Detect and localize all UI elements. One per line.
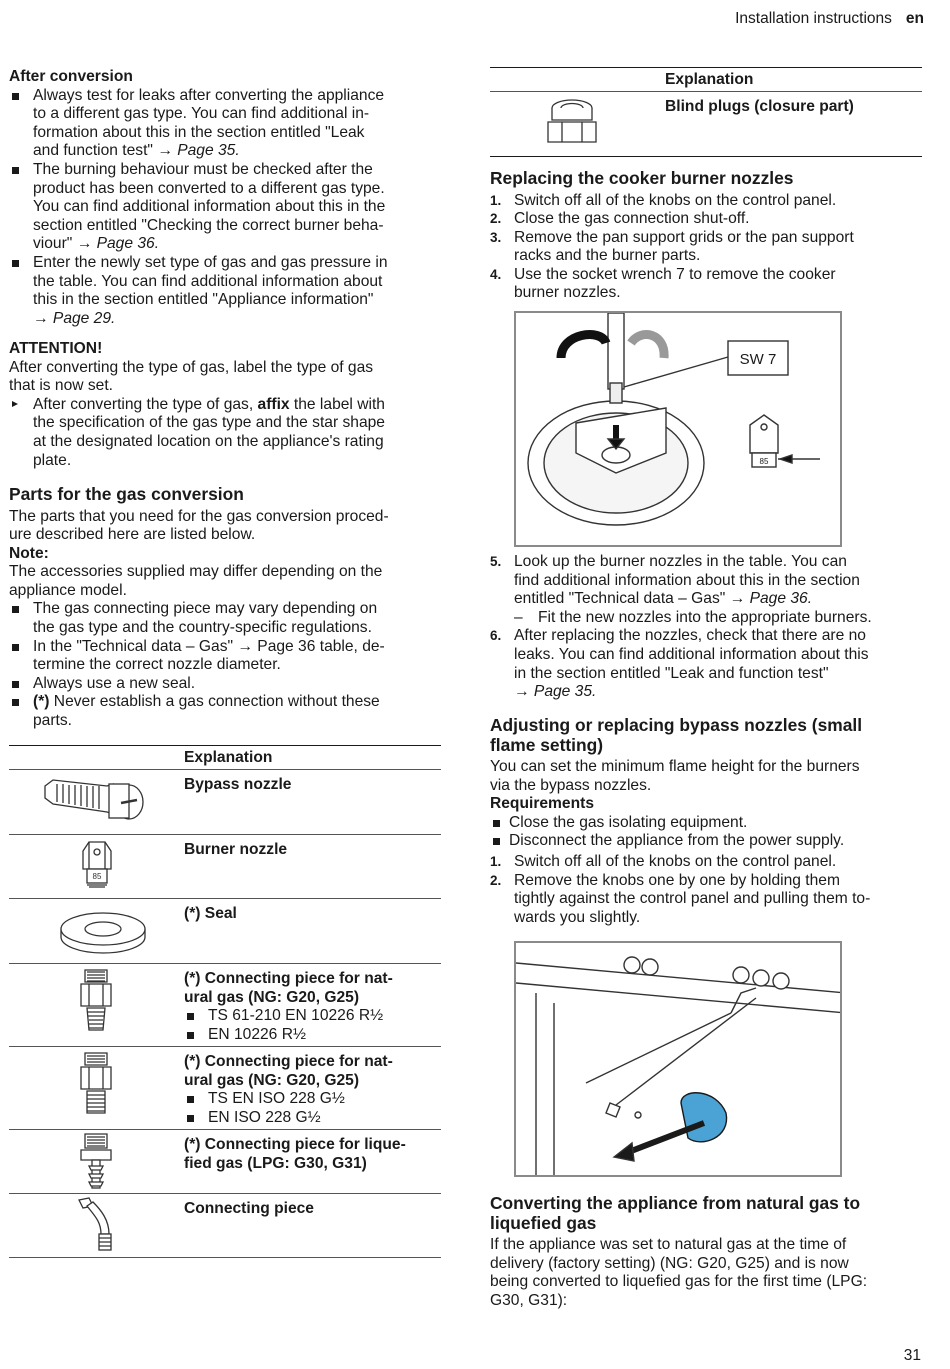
list-item: Always test for leaks after converting the appliance to a different gas type. You can find additional in- formation about this in the section entitled "Leak and function test" → Page 35.: [9, 87, 441, 161]
attention-label: ATTENTION!: [9, 340, 103, 357]
burner-nozzle-icon: [9, 835, 184, 898]
wrench-size-label: SW 7: [739, 351, 777, 368]
knob-removal-illustration: [516, 943, 840, 1175]
replacing-section: [490, 169, 922, 303]
socket-wrench-illustration: [516, 313, 840, 545]
replacing-steps-2: [490, 553, 922, 702]
attention-action-list: [9, 396, 441, 470]
spec-list: [184, 1007, 441, 1044]
connecting-piece-elbow-icon: [9, 1194, 184, 1257]
page-reference-link[interactable]: → Page 29.: [33, 309, 116, 327]
header-section: Installation instructions: [735, 10, 892, 27]
part-name: Burner nozzle: [184, 841, 288, 858]
table-row: [9, 899, 441, 964]
svg-text:85: 85: [759, 457, 769, 466]
connecting-piece-ng-icon: [9, 964, 184, 1046]
substep: – Fit the new nozzles into the appropriate burners.: [514, 609, 922, 628]
bypass-steps: [490, 853, 922, 927]
list-item: TS EN ISO 228 G½: [184, 1090, 441, 1109]
after-conversion-list: [9, 87, 441, 329]
list-item: 1. Switch off all of the knobs on the control panel.: [490, 852, 837, 870]
knob-removal-figure: [514, 941, 842, 1177]
blind-plug-icon: [490, 92, 665, 156]
table-row: [490, 92, 922, 157]
part-name: (*) Seal: [184, 905, 237, 922]
table-row: [9, 1047, 441, 1130]
converting-section: Converting the appliance from natural gas to liquefied gas If the appliance was set to natural gas at the time of delivery (factory setting) (NG: G20, G25) and is now being converted to liquefied gas for the first time (LPG: G30, G31):: [490, 1194, 922, 1310]
seal-ring-icon: [9, 899, 184, 963]
list-item: TS 61-210 EN 10226 R½: [184, 1007, 441, 1026]
parts-heading: Parts for the gas conversion: [9, 484, 244, 504]
table-row: [9, 835, 441, 899]
list-item: After converting the type of gas, affix the label with the specification of the gas type and the star shape at the designated location on the appliance's rating plate.: [9, 396, 441, 470]
table-header: Explanation: [490, 68, 922, 92]
list-item: Enter the newly set type of gas and gas pressure in the table. You can find additional information about this in the section entitled "Appliance information" → Page 29.: [9, 254, 441, 328]
spec-list: [184, 1090, 441, 1127]
connecting-piece-ng-g-icon: [9, 1047, 184, 1129]
bypass-section: Adjusting or replacing bypass nozzles (small flame setting) You can set the minimum flame height for the burners via the bypass nozzles. Requirements Close the gas isolating equipment. Disconnect the appliance from the power supply. 1. Switch off all of the knobs on the control panel. 2. Remove the knobs one by one by holding them tightly against the control panel and pulling them to- wards you slightly.: [490, 716, 922, 927]
list-item: The burning behaviour must be checked after the product has been converted to a different gas type. You can find additional information about this in the section entitled "Checking the correct burner beha- viour" → Page 36.: [9, 161, 441, 254]
list-item: EN 10226 R½: [184, 1026, 441, 1045]
replacing-heading: Replacing the cooker burner nozzles: [490, 168, 794, 188]
list-item: 2. Close the gas connection shut-off.: [490, 210, 750, 228]
converting-heading: Converting the appliance from natural gas to liquefied gas: [490, 1193, 861, 1233]
list-item: 4. Use the socket wrench 7 to remove the cooker burner nozzles.: [490, 265, 836, 302]
replacing-steps-continued: [490, 553, 922, 702]
table-header: Explanation: [9, 746, 441, 770]
list-item: 5. Look up the burner nozzles in the table. You can find additional information about this in the section entitled "Technical data – Gas" → Page 36. – Fit the new nozzles into the appropriate burners.: [490, 553, 922, 627]
header-language: en: [905, 10, 924, 27]
replacing-steps: [490, 192, 922, 304]
attention-block: ATTENTION! After converting the type of gas, label the type of gas that is now set. After converting the type of gas, affix the label with the specification of the gas type and the star shape at the designated location on the appliance's rating plate.: [9, 340, 441, 470]
bypass-heading: Adjusting or replacing bypass nozzles (small flame setting): [490, 715, 863, 755]
part-name: (*) Connecting piece for lique- fied gas (LPG: G30, G31): [184, 1136, 406, 1172]
after-conversion-heading: After conversion: [9, 68, 133, 85]
table-row: [9, 1130, 441, 1194]
page-reference-link[interactable]: → Page 36.: [76, 235, 160, 253]
list-item: Close the gas isolating equipment.: [490, 814, 922, 833]
list-item: The gas connecting piece may vary depending on the gas type and the country-specific regulations.: [9, 600, 441, 637]
requirements-label: Requirements: [490, 795, 594, 813]
list-item: 6. After replacing the nozzles, check that there are no leaks. You can find additional information about this in the section entitled "Leak and function test" → Page 35.: [490, 627, 922, 701]
note-label: Note:: [9, 544, 49, 562]
part-name: Bypass nozzle: [184, 776, 292, 793]
part-name: (*) Connecting piece for nat- ural gas (NG: G20, G25): [184, 1053, 393, 1089]
connecting-piece-lpg-icon: [9, 1130, 184, 1193]
table-row: [9, 1194, 441, 1258]
note-list: [9, 600, 441, 730]
part-name: (*) Connecting piece for nat- ural gas (NG: G20, G25): [184, 970, 393, 1006]
list-item: 3. Remove the pan support grids or the pan support racks and the burner parts.: [490, 228, 854, 265]
table-row: [9, 964, 441, 1047]
list-item: Always use a new seal.: [9, 675, 441, 694]
blind-plug-table: [490, 67, 922, 157]
page-header: [735, 10, 924, 29]
list-item: EN ISO 228 G½: [184, 1109, 441, 1128]
parts-section: Parts for the gas conversion The parts that you need for the gas conversion proced- ure described here are listed below. Note: The accessories supplied may differ depending on the appliance model. The gas connecting piece may vary depending on the gas type and the country-specific regulations. In the "Technical data – Gas" → Page 36 table, de- termine the correct nozzle diameter. Always use a new seal. (*) Never establish a gas connection without these parts.: [9, 485, 441, 731]
page-reference-link[interactable]: → Page 35.: [157, 142, 240, 160]
list-item: 1. Switch off all of the knobs on the control panel.: [490, 191, 837, 209]
requirements-list: [490, 814, 922, 851]
list-item: (*) Never establish a gas connection without these parts.: [9, 693, 441, 730]
part-name: Blind plugs (closure part): [665, 98, 854, 115]
page-reference-link[interactable]: → Page 35.: [514, 683, 597, 701]
list-item: In the "Technical data – Gas" → Page 36 table, de- termine the correct nozzle diameter.: [9, 638, 441, 675]
list-item: 2. Remove the knobs one by one by holding them tightly against the control panel and pulling them to- wards you slightly.: [490, 871, 871, 926]
part-name: Connecting piece: [184, 1200, 314, 1217]
svg-text:85: 85: [92, 872, 102, 881]
table-row: [9, 770, 441, 835]
nozzle-removal-figure: [514, 311, 842, 547]
after-conversion-section: [9, 68, 441, 328]
page-number: 31: [903, 1347, 921, 1364]
page-reference-link[interactable]: → Page 36.: [729, 590, 813, 608]
parts-table: [9, 745, 441, 1258]
list-item: Disconnect the appliance from the power supply.: [490, 832, 922, 851]
bypass-nozzle-icon: [9, 770, 184, 834]
